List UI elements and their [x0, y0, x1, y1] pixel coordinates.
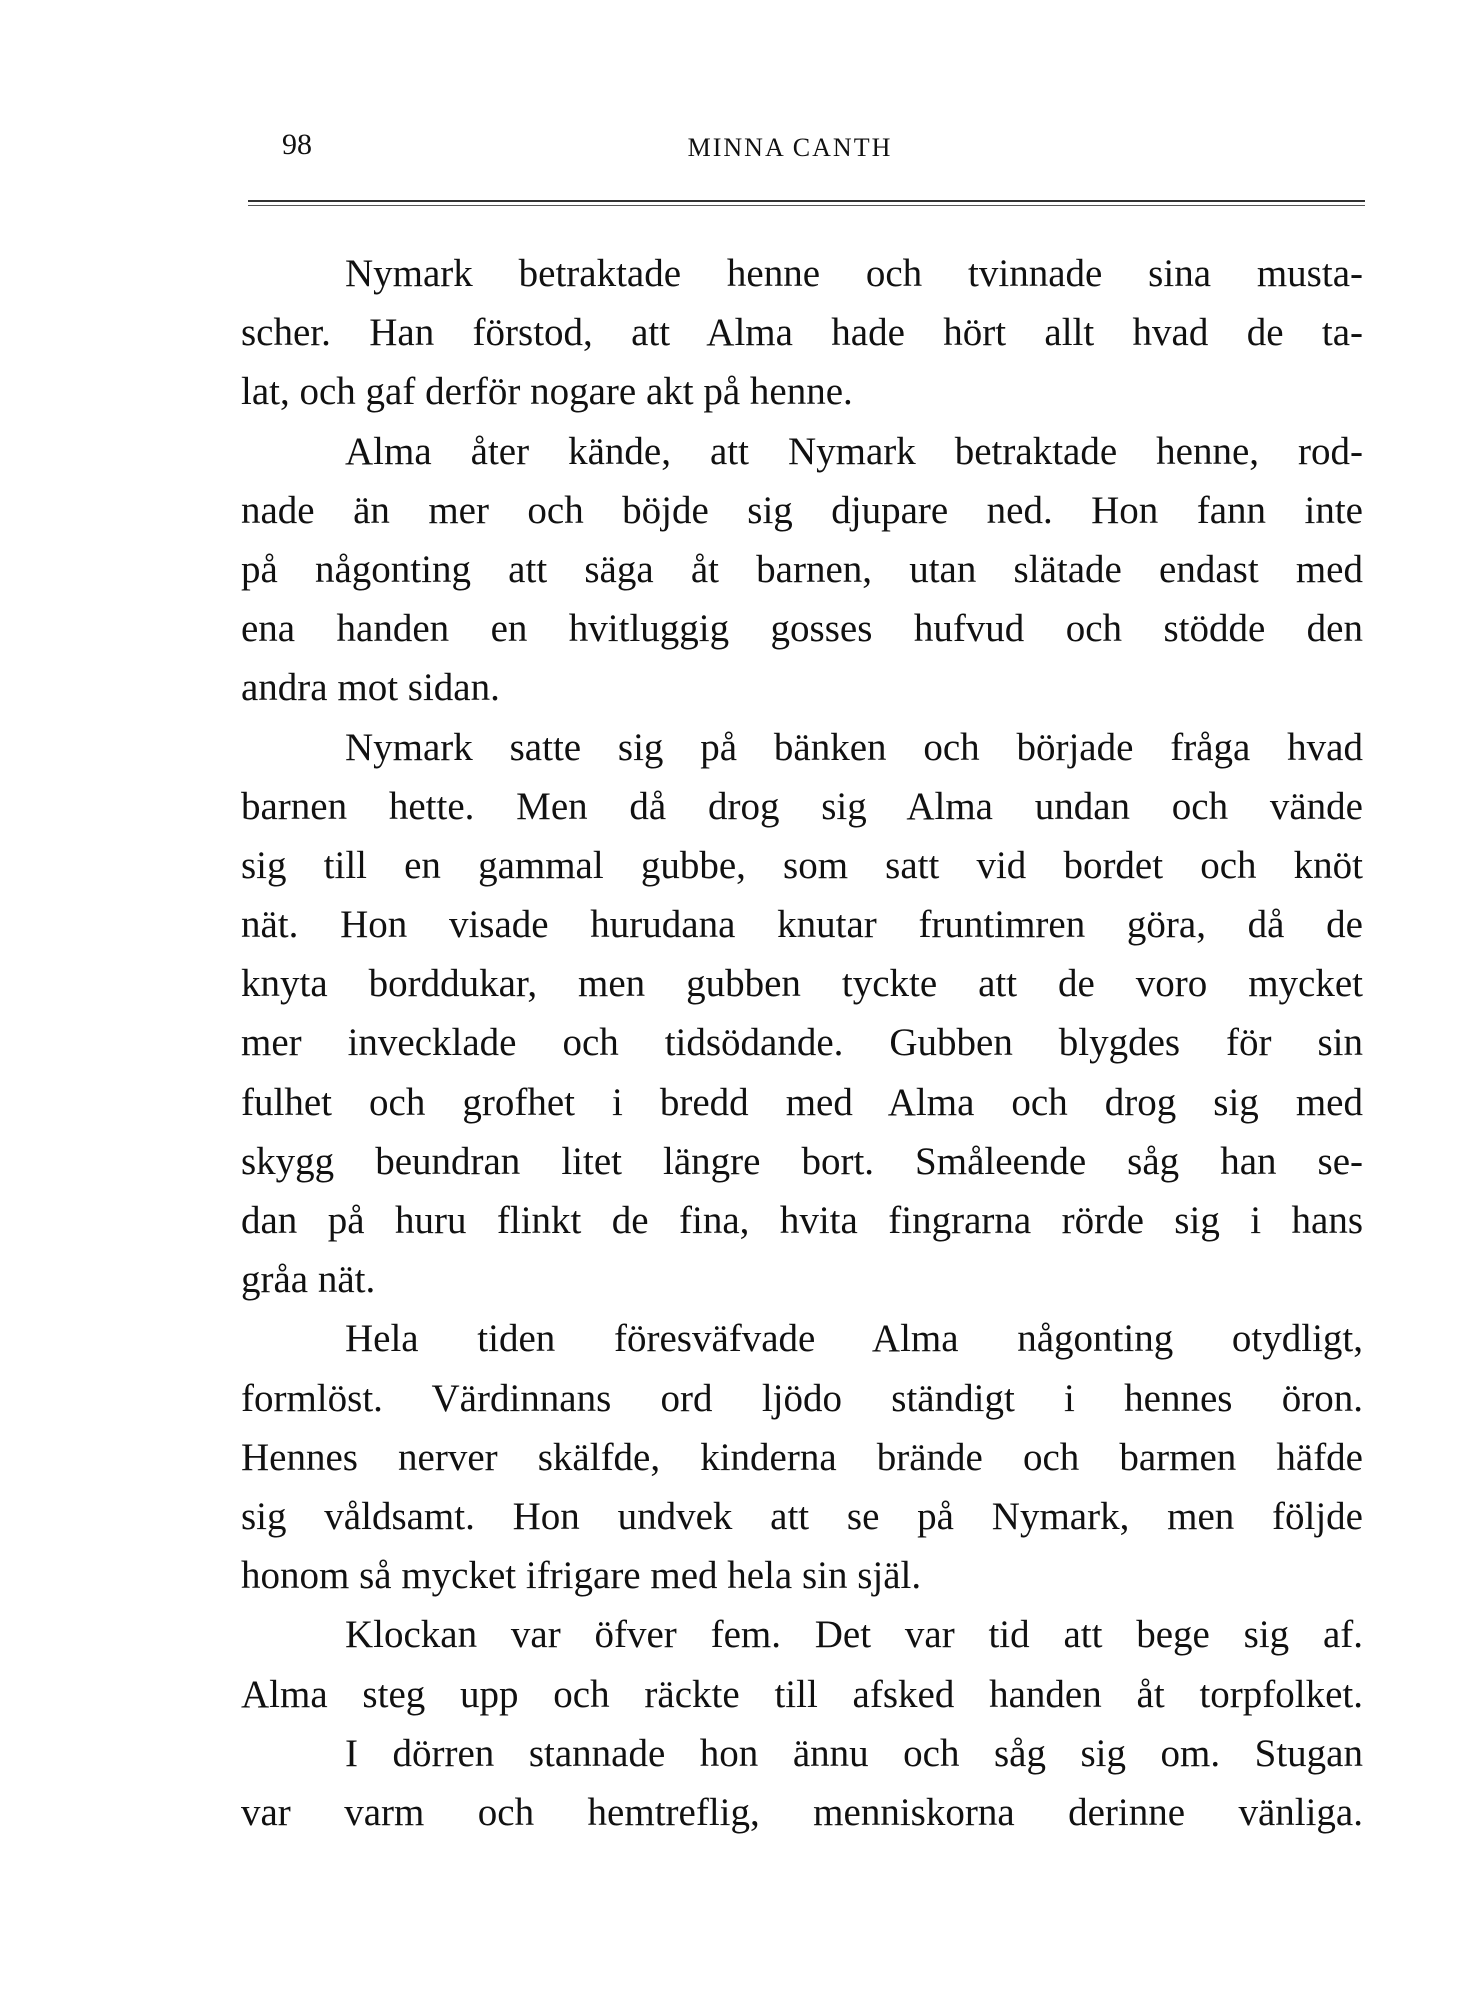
text-line: sig våldsamt. Hon undvek att se på Nymark, men följde — [241, 1494, 1363, 1538]
text-line: på någonting att säga åt barnen, utan slätade endast med — [241, 547, 1363, 591]
text-line: lat, och gaf derför nogare akt på henne. — [241, 370, 853, 414]
text-line: Klockan var öfver fem. Det var tid att bege sig af. — [345, 1613, 1363, 1657]
text-line: dan på huru flinkt de fina, hvita fingrarna rörde sig i hans — [241, 1199, 1363, 1242]
header-rule — [248, 200, 1365, 206]
text-line: I dörren stannade hon ännu och såg sig om. Stugan — [345, 1731, 1363, 1775]
text-line: scher. Han förstod, att Alma hade hört allt hvad de ta- — [241, 311, 1363, 355]
paragraph — [241, 1605, 1363, 1723]
text-line: skygg beundran litet längre bort. Småleende såg han se- — [241, 1139, 1363, 1183]
text-line: Nymark satte sig på bänken och började fråga hvad — [345, 725, 1363, 769]
text-line: formlöst. Värdinnans ord ljödo ständigt i hennes öron. — [241, 1376, 1363, 1420]
text-line: Nymark betraktade henne och tvinnade sina musta- — [345, 252, 1363, 295]
text-line: Hela tiden föresväfvade Alma någonting otydligt, — [345, 1317, 1363, 1361]
paragraph — [241, 422, 1363, 718]
text-line: nät. Hon visade hurudana knutar fruntimren göra, då de — [241, 903, 1363, 947]
text-line: Alma åter kände, att Nymark betraktade henne, rod- — [345, 429, 1363, 473]
text-line: Hennes nerver skälfde, kinderna brände och barmen häfde — [241, 1435, 1363, 1479]
text-line: honom så mycket ifrigare med hela sin själ. — [241, 1554, 922, 1598]
text-line: Alma steg upp och räckte till afsked handen åt torpfolket. — [241, 1672, 1363, 1716]
text-line: ena handen en hvitluggig gosses hufvud och stödde den — [241, 607, 1363, 651]
text-line: fulhet och grofhet i bredd med Alma och drog sig med — [241, 1080, 1363, 1124]
running-head: MINNA CANTH — [687, 133, 893, 162]
paragraph — [241, 1724, 1363, 1842]
body-text — [241, 244, 1363, 1842]
text-line: gråa nät. — [241, 1258, 376, 1302]
paragraph — [241, 1309, 1363, 1605]
text-line: var varm och hemtreflig, menniskorna derinne vänliga. — [241, 1790, 1363, 1834]
paragraph — [241, 244, 1363, 422]
text-line: barnen hette. Men då drog sig Alma undan och vände — [241, 784, 1363, 828]
text-line: knyta borddukar, men gubben tyckte att de voro mycket — [241, 962, 1363, 1006]
page-number: 98 — [282, 128, 312, 161]
text-line: mer invecklade och tidsödande. Gubben blygdes för sin — [241, 1021, 1363, 1065]
paragraph — [241, 718, 1363, 1310]
text-line: sig till en gammal gubbe, som satt vid bordet och knöt — [241, 843, 1363, 887]
text-line: andra mot sidan. — [241, 666, 500, 710]
text-line: nade än mer och böjde sig djupare ned. Hon fann inte — [241, 488, 1363, 532]
